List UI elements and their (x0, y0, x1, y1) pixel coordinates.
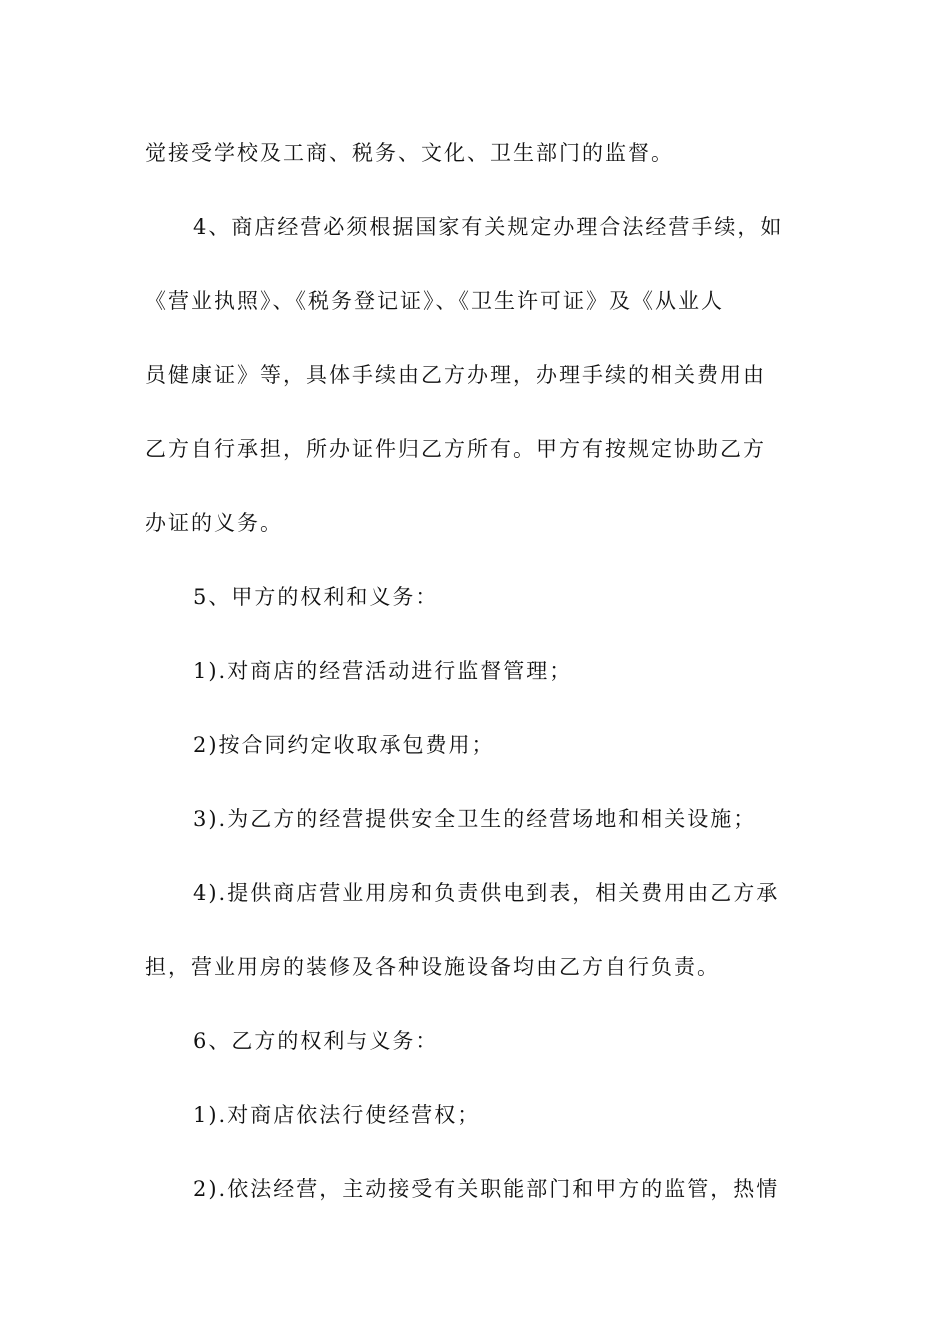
text-line: 3).为乙方的经营提供安全卫生的经营场地和相关设施； (193, 807, 757, 831)
text-line: 1).对商店依法行使经营权； (193, 1103, 481, 1127)
text-line: 4、商店经营必须根据国家有关规定办理合法经营手续，如 (193, 215, 784, 239)
text-line: 6、乙方的权利与义务： (193, 1029, 439, 1053)
text-line: 1).对商店的经营活动进行监督管理； (193, 659, 573, 683)
text-line: 乙方自行承担，所办证件归乙方所有。甲方有按规定协助乙方 (145, 437, 766, 461)
document-body (145, 130, 805, 1240)
text-line: 员健康证》等，具体手续由乙方办理，办理手续的相关费用由 (145, 363, 766, 387)
text-line: 担，营业用房的装修及各种设施设备均由乙方自行负责。 (145, 955, 720, 979)
text-line: 2).依法经营，主动接受有关职能部门和甲方的监管，热情 (193, 1177, 780, 1201)
text-line: 2)按合同约定收取承包费用； (193, 733, 495, 757)
text-line: 5、甲方的权利和义务： (193, 585, 439, 609)
text-line: 办证的义务。 (145, 511, 283, 535)
text-line: 4).提供商店营业用房和负责供电到表，相关费用由乙方承 (193, 881, 780, 905)
text-line: 《营业执照》、《税务登记证》、《卫生许可证》及《从业人 (145, 289, 724, 313)
text-line: 觉接受学校及工商、税务、文化、卫生部门的监督。 (145, 141, 674, 165)
